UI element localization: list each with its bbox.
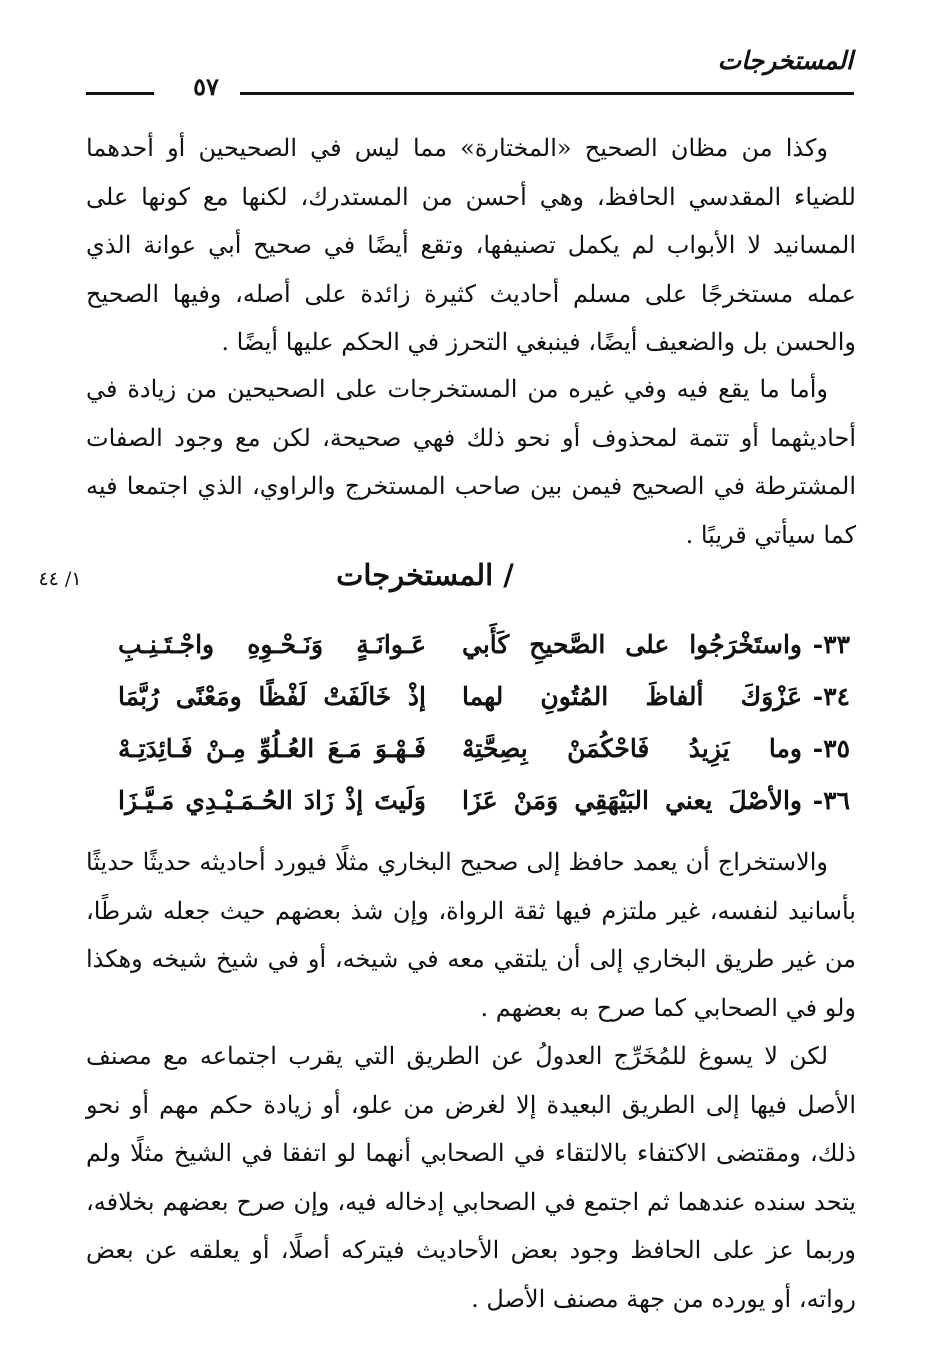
- verse-first-hemistich: عَزْوَكَ ألفاظَ المُتُونِ لهما: [462, 682, 802, 711]
- verse-first-hemistich: واستَخْرَجُوا على الصَّحيحِ كَأَبي: [462, 630, 802, 659]
- paragraph-caveat: لكن لا يسوغ للمُخَرِّج العدولُ عن الطريق التي يقرب اجتماعه مع مصنف الأصل فيها إلى الطريق البعيدة إلا لغرض من علو، أو زيادة حكم مهم أو نحو ذلك، ومقتضى الاكتفاء بالالتقاء في الصحابي أنهما لو اتفقا في الشيخ مثلًا ولم يتحد سنده عندهما ثم اجتمع في الصحابي إدخاله فيه، وإن صرح بعضهم بخلافه، وربما عز على الحافظ وجود بعض الأحاديث فيتركه أصلًا، أو يعلقه عن بعض رواته، أو يورده من جهة مصنف الأصل .: [86, 1042, 856, 1313]
- side-reference: ١/ ٤٤: [38, 568, 82, 590]
- verse-second-hemistich: إذْ خَالَفَتْ لَفْظًا ومَعْنًى رُبَّمَا: [118, 682, 426, 711]
- verse-second-hemistich: وَلَيتَ إذْ زَادَ الحُـمَـيْـدِي مَـيَّـزَا: [118, 786, 426, 815]
- verse-35: [110, 734, 850, 786]
- verse-number: ٣٣-: [812, 630, 850, 659]
- verse-first-hemistich: والأصْلَ يعني البَيْهَقِي وَمَنْ عَزَا: [462, 786, 802, 815]
- verse-number: ٣٤-: [812, 682, 850, 711]
- section-heading: / المستخرجات: [336, 558, 514, 592]
- verse-34: [110, 682, 850, 734]
- header-rule-right: [240, 92, 854, 95]
- page-number: ٥٧: [193, 72, 219, 101]
- verse-33: [110, 630, 850, 682]
- verse-number: ٣٦-: [812, 786, 850, 815]
- running-title: المستخرجات: [717, 46, 853, 75]
- paragraph-mukhtara: وكذا من مظان الصحيح «المختارة» مما ليس في الصحيحين أو أحدهما للضياء المقدسي الحافظ، وهي أحسن من المستدرك، لكنها مع كونها على المسانيد لا الأبواب لم يكمل تصنيفها، وتقع أيضًا في صحيح أبي عوانة الذي عمله مستخرجًا على مسلم أحاديث كثيرة زائدة على أصله، وفيها الصحيح والحسن بل والضعيف أيضًا، فينبغي التحرز في الحكم عليها أيضًا .: [86, 134, 856, 357]
- header-rule-left: [86, 92, 154, 95]
- verse-first-hemistich: وما يَزِيدُ فَاحْكُمَنْ بِصِحَّتِهْ: [462, 734, 802, 763]
- verse-second-hemistich: عَـوانَـةٍ وَنَـحْـوِهِ واجْـتَـنِـبِ: [118, 630, 426, 659]
- verse-number: ٣٥-: [812, 734, 850, 763]
- paragraph-additions: وأما ما يقع فيه وفي غيره من المستخرجات على الصحيحين من زيادة في أحاديثهما أو تتمة لمحذوف أو نحو ذلك فهي صحيحة، لكن مع وجود الصفات المشترطة في الصحيح فيمن بين صاحب المستخرج والراوي، الذي اجتمعا فيه كما سيأتي قريبًا .: [86, 375, 856, 549]
- verse-36: [110, 786, 850, 838]
- verse-block: [110, 630, 850, 838]
- paragraph-definition: والاستخراج أن يعمد حافظ إلى صحيح البخاري مثلًا فيورد أحاديثه حديثًا حديثًا بأسانيد لنفسه، غير ملتزم فيها ثقة الرواة، وإن شذ بعضهم حيث جعله شرطًا، من غير طريق البخاري إلى أن يلتقي معه في شيخه، أو في شيخ شيخه وهكذا ولو في الصحابي كما صرح به بعضهم .: [86, 848, 857, 1022]
- verse-second-hemistich: فَـهْـوَ مَـعَ العُـلُوِّ مِـنْ فَـائِدَتِـهْ: [118, 734, 426, 763]
- page-header: [80, 40, 855, 100]
